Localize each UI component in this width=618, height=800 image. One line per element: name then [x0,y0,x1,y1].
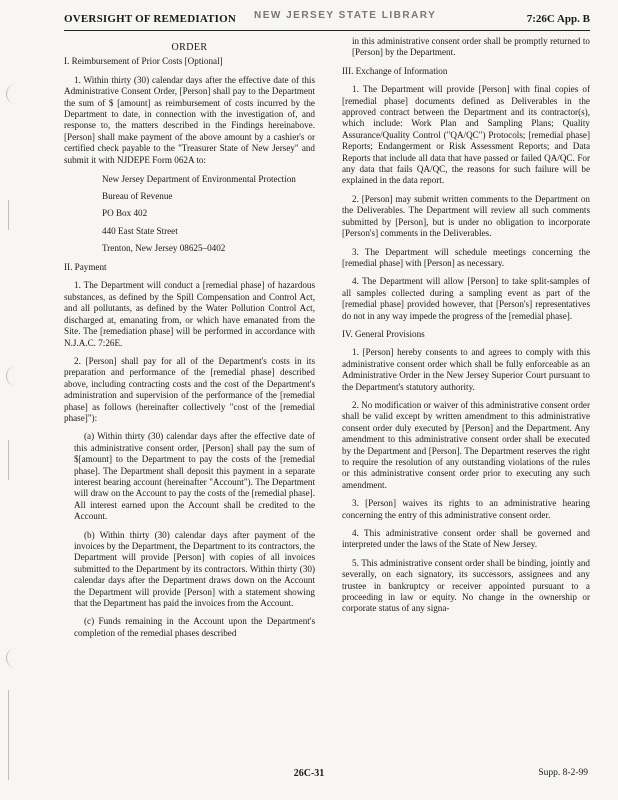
left-column [64,36,315,646]
section-heading: II. Payment [64,262,107,273]
margin-tick [8,690,9,780]
section-heading: I. Reimbursement of Prior Costs [Optional] [64,56,223,67]
paragraph: 3. [Person] waives its rights to an administrative hearing concerning the entry of this administrative consent order. [342,498,590,520]
order-title: ORDER [171,42,208,53]
running-header [64,10,590,31]
address-line: Trenton, New Jersey 08625–0402 [102,242,226,253]
mailing-address [102,173,315,254]
subparagraph: (c) Funds remaining in the Account upon the Department's completion of the remedial phases described [74,616,315,638]
subparagraph: (a) Within thirty (30) calendar days after the effective date of this administrative consent order, [Person] shall pay the sum of $[amount] to the Department to pay the costs of the [remedial phase]. The Department shall deposit this payment in a separate interest bearing account (hereinafter "Account"). The Department will draw on the Account to pay the costs of the [remedial phase]. All interest earned upon the Account shall be credited to the Account. [74,431,315,522]
paragraph: 4. This administrative consent order shall be governed and interpreted under the laws of the State of New Jersey. [342,528,590,550]
address-line: New Jersey Department of Environmental Protection [102,174,296,185]
library-stamp: NEW JERSEY STATE LIBRARY [254,10,437,21]
address-line: PO Box 402 [102,208,148,219]
margin-tick [8,440,9,480]
supplement-date: Supp. 8-2-99 [538,768,588,778]
page-number: 26C-31 [293,768,325,779]
paragraph: 2. [Person] may submit written comments to the Department on the Deliverables. The Department will review all such comments submitted by [Person], but is under no obligation to incorporate [Person's] comments in the Deliverables. [342,193,590,239]
margin-tick [8,200,9,230]
margin-mark [6,648,31,668]
paragraph: 1. The Department will conduct a [remedial phase] of hazardous substances, as defined by the Spill Compensation and Control Act, and all pollutants, as defined by the Water Pollution Control Act, discharged at, emanating from, or which have emanated from the Site. The [remediation phase] will be performed in accordance with N.J.A.C. 7:26E. [64,280,315,348]
right-column [342,36,590,622]
paragraph: 3. The Department will schedule meetings concerning the [remedial phase] with [Person] as necessary. [342,246,590,268]
paragraph: 2. [Person] shall pay for all of the Department's costs in its preparation and performance of the [remedial phase] described above, including contracting costs and the cost of the Department's administration and supervision of the performance of the [remedial phase] as follows (hereinafter collectively "cost of the [remedial phase]"): [64,355,315,423]
paragraph-continuation: in this administrative consent order shall be promptly returned to [Person] by the Department. [352,36,590,58]
subparagraph: (b) Within thirty (30) calendar days after payment of the invoices by the Department, the Department to its contractors, the Department will provide [Person] with copies of all invoices submitted to the Department by its contractors. Within thirty (30) calendar days after the Department draws down on the Account the Department will provide [Person] with a statement showing that the Department has paid the invoices from the Account. [74,529,315,609]
section-heading: IV. General Provisions [342,328,425,339]
paragraph: 1. The Department will provide [Person] with final copies of [remedial phase] documents defined as Deliverables in the approved contract between the Department and its contractor(s), which include: Work Plan and Sampling Plans; Quality Assurance/Quality Control ("QA/QC") Protocols; [remedial phase] Reports; Endangerment or Risk Assessment Reports; and Data Reports that include all data that have passed or failed QA/QC. For any data that fails QA/QC, the reasons for such failure will be explained in the data report. [342,84,590,186]
address-line: Bureau of Revenue [102,191,173,202]
paragraph: 5. This administrative consent order shall be binding, jointly and severally, on each signatory, its successors, assignees and any trustee in bankruptcy or receiver appointed pursuant to a proceeding in law or equity. No change in the ownership or corporate status of any signa- [342,557,590,614]
margin-mark [6,84,31,104]
paragraph: 4. The Department will allow [Person] to take split-samples of all samples collected during a sampling event as part of the [remedial phase] provided however, that [Person's] representatives do not in any way impede the progress of the [remedial phase]. [342,276,590,321]
section-heading: III. Exchange of Information [342,65,448,76]
header-section-title: OVERSIGHT OF REMEDIATION [64,13,237,25]
header-code: 7:26C App. B [526,13,590,25]
paragraph: 1. Within thirty (30) calendar days after the effective date of this Administrative Consent Order, [Person] shall pay to the Department the sum of $ [amount] as reimbursement of costs incurred by the Department to date, in connection with the investigation of, and response to, the matters described in the Findings hereinabove. [Person] shall make payment of the above amount by a cashier's or certified check payable to the "Treasurer State of New Jersey" and submit it with NJDEPE Form 062A to: [64,74,315,165]
address-line: 440 East State Street [102,225,178,236]
paragraph: 1. [Person] hereby consents to and agrees to comply with this administrative consent order which shall be fully enforceable as an Administrative Order in the New Jersey Superior Court pursuant to the Department's statutory authority. [342,347,590,392]
margin-mark [6,366,31,386]
paragraph: 2. No modification or waiver of this administrative consent order shall be valid except by written amendment to this administrative consent order duly executed by [Person] and the Department. Any amendment to this administrative consent order shall be executed by the Department and [Person]. The Department reserves the right to require the resolution of any outstanding violations of the rules or this administrative consent order prior to executing any such amendment. [342,399,590,490]
